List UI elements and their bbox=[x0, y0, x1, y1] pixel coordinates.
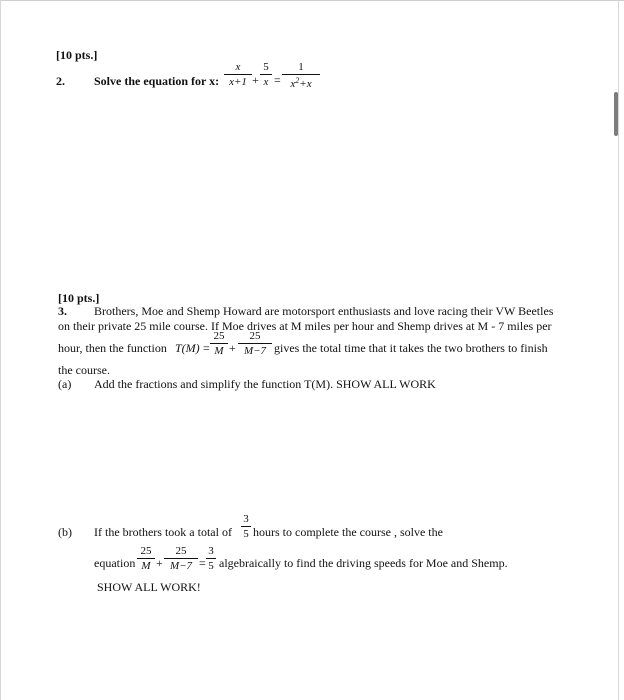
q3-line-4: the course. bbox=[58, 363, 110, 377]
q3-function-name: T(M) bbox=[175, 341, 200, 355]
q2-fraction-3 bbox=[282, 62, 320, 90]
page-left-border bbox=[0, 0, 1, 700]
q2-number: 2. bbox=[56, 74, 65, 88]
q3-eq2-f3-numerator: 3 bbox=[208, 545, 214, 557]
q3-eq2-f1-denominator: M bbox=[141, 560, 151, 572]
q2-f2-denominator: x bbox=[263, 76, 269, 88]
q3-number: 3. bbox=[58, 304, 67, 318]
q2-points: [10 pts.] bbox=[56, 48, 98, 62]
q3-part-b-start: If the brothers took a total of bbox=[94, 525, 232, 539]
fraction-bar bbox=[164, 558, 198, 559]
q3-line-1: Brothers, Moe and Shemp Howard are motorsport enthusiasts and love racing their VW Beetles bbox=[94, 304, 554, 318]
q3-fraction-2 bbox=[238, 331, 272, 357]
q3-f1-denominator: M bbox=[214, 345, 224, 357]
q3-f1-numerator: 25 bbox=[213, 330, 225, 342]
q3-eq2-f1-numerator: 25 bbox=[140, 545, 152, 557]
q3-f2-numerator: 25 bbox=[249, 330, 261, 342]
scrollbar-thumb[interactable] bbox=[614, 92, 618, 136]
q3-equation-label: equation bbox=[94, 556, 136, 570]
q2-f3-den-rest: +x bbox=[299, 78, 312, 90]
q2-plus: + bbox=[252, 73, 259, 87]
q3-eq2-fraction-2 bbox=[164, 546, 198, 572]
q2-fraction-1 bbox=[224, 62, 252, 88]
q3-eq2-fraction-3 bbox=[206, 546, 216, 572]
q3-part-b-end: hours to complete the course , solve the bbox=[253, 525, 443, 539]
q2-f2-numerator: 5 bbox=[263, 61, 269, 73]
q3-part-b-fraction bbox=[241, 514, 251, 540]
page-top-border bbox=[0, 0, 624, 1]
q3-line-2: on their private 25 mile course. If Moe drives at M miles per hour and Shemp drives at M - 7 miles per bbox=[58, 319, 552, 333]
fraction-bar bbox=[137, 558, 155, 559]
q3-line-3-start: hour, then the function bbox=[58, 341, 167, 355]
q2-f1-denominator: x+1 bbox=[229, 76, 247, 88]
vertical-scrollbar[interactable] bbox=[614, 0, 620, 700]
q2-f3-den-exponent: 2 bbox=[295, 76, 300, 85]
q3-part-b-frac-denominator: 5 bbox=[243, 528, 249, 540]
fraction-bar bbox=[282, 74, 320, 75]
q3-eq2-fraction-1 bbox=[137, 546, 155, 572]
q3-show-all-work: SHOW ALL WORK! bbox=[97, 580, 201, 594]
q3-plus: + bbox=[229, 341, 236, 355]
q3-part-a-label: (a) bbox=[58, 377, 72, 391]
fraction-bar bbox=[224, 74, 252, 75]
q2-fraction-2 bbox=[260, 62, 272, 88]
fraction-bar bbox=[210, 343, 228, 344]
q2-equals: = bbox=[274, 73, 281, 87]
q3-points: [10 pts.] bbox=[58, 291, 100, 305]
fraction-bar bbox=[241, 526, 251, 527]
q3-part-a-text: Add the fractions and simplify the function T(M). SHOW ALL WORK bbox=[94, 377, 436, 391]
fraction-bar bbox=[260, 74, 272, 75]
q3-function-equals: = bbox=[203, 341, 210, 355]
fraction-bar bbox=[238, 343, 272, 344]
q3-line-3-end: gives the total time that it takes the two brothers to finish bbox=[274, 341, 548, 355]
q3-part-b-frac-numerator: 3 bbox=[243, 513, 249, 525]
q2-f3-den-base: x bbox=[290, 78, 296, 90]
q3-eq2-f2-denominator: M−7 bbox=[169, 560, 193, 572]
q3-f2-denominator: M−7 bbox=[243, 345, 267, 357]
q2-prompt: Solve the equation for x: bbox=[94, 74, 220, 88]
q2-f1-numerator: x bbox=[235, 61, 241, 73]
q2-f3-numerator: 1 bbox=[298, 61, 304, 73]
q2-f3-denominator bbox=[282, 77, 320, 90]
q3-fraction-1 bbox=[210, 331, 228, 357]
q3-eq2-plus: + bbox=[156, 556, 163, 570]
q3-part-b-label: (b) bbox=[58, 525, 72, 539]
q3-eq2-f3-denominator: 5 bbox=[208, 560, 214, 572]
q3-eq2-equals: = bbox=[199, 556, 206, 570]
q3-equation-end: algebraically to find the driving speeds for Moe and Shemp. bbox=[219, 556, 508, 570]
fraction-bar bbox=[206, 558, 216, 559]
q3-eq2-f2-numerator: 25 bbox=[175, 545, 187, 557]
